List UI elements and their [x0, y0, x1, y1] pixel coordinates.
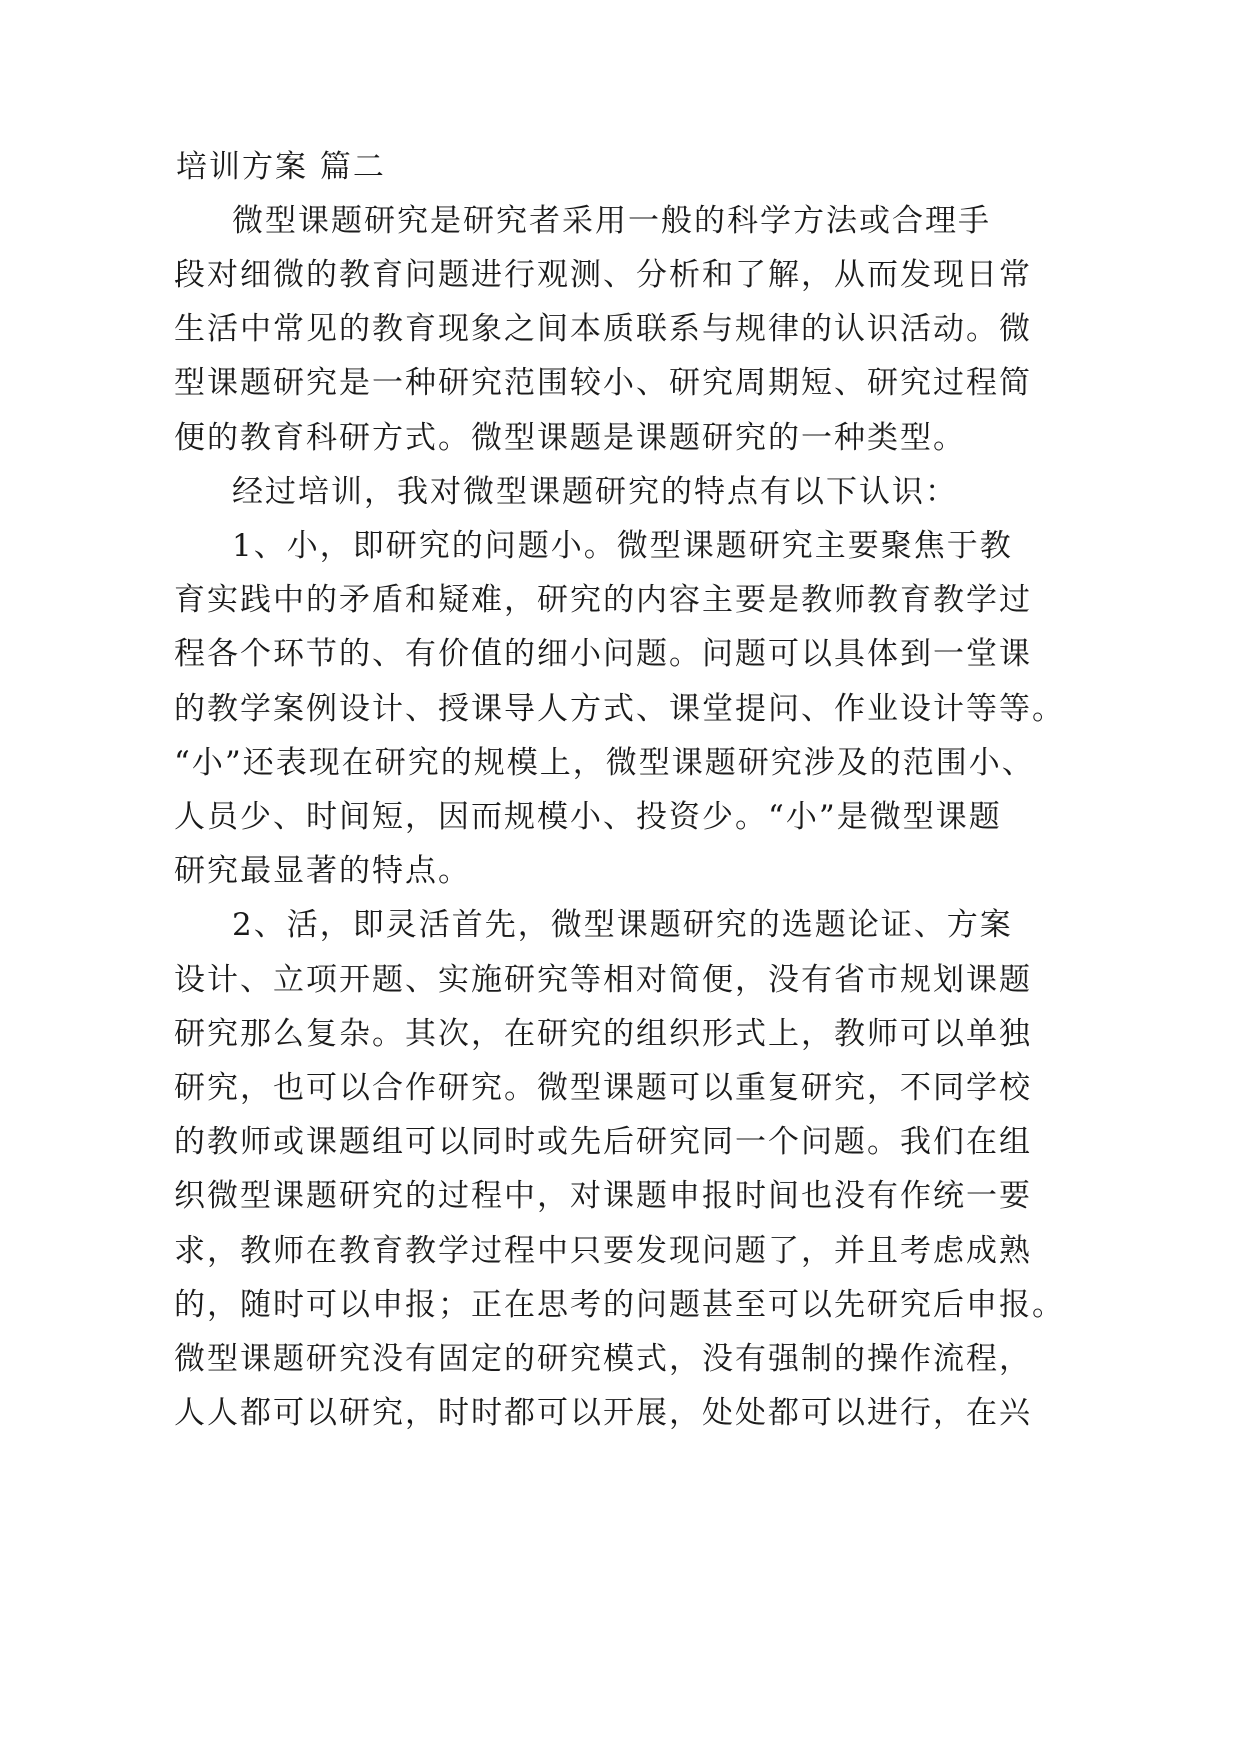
paragraph-line: 1、小，即研究的问题小。微型课题研究主要聚焦于教	[232, 528, 1013, 564]
paragraph-line: 型课题研究是一种研究范围较小、研究周期短、研究过程简	[174, 365, 1032, 401]
paragraph-line: 求，教师在教育教学过程中只要发现问题了，并且考虑成熟	[174, 1233, 1032, 1269]
paragraph-line: 微型课题研究没有固定的研究模式，没有强制的操作流程，	[174, 1341, 1032, 1377]
paragraph-line: 研究最显著的特点。	[174, 853, 471, 889]
paragraph-line: 人人都可以研究，时时都可以开展，处处都可以进行，在兴	[174, 1395, 1032, 1431]
paragraph-line: 设计、立项开题、实施研究等相对简便，没有省市规划课题	[174, 962, 1032, 998]
paragraph-line: 育实践中的矛盾和疑难，研究的内容主要是教师教育教学过	[174, 582, 1032, 618]
paragraph-line: 织微型课题研究的过程中，对课题申报时间也没有作统一要	[174, 1178, 1032, 1214]
paragraph-line: 人员少、时间短，因而规模小、投资少。“小”是微型课题	[174, 799, 1002, 835]
paragraph-line: 的教师或课题组可以同时或先后研究同一个问题。我们在组	[174, 1124, 1032, 1160]
paragraph-line: 的，随时可以申报；正在思考的问题甚至可以先研究后申报。	[174, 1287, 1065, 1323]
paragraph-line: 研究那么复杂。其次，在研究的组织形式上，教师可以单独	[174, 1016, 1032, 1052]
paragraph-line: “小”还表现在研究的规模上，微型课题研究涉及的范围小、	[174, 745, 1035, 781]
paragraph-line: 2、活，即灵活首先，微型课题研究的选题论证、方案	[232, 907, 1013, 943]
paragraph-line: 的教学案例设计、授课导人方式、课堂提问、作业设计等等。	[174, 691, 1065, 727]
paragraph-line: 微型课题研究是研究者采用一般的科学方法或合理手	[232, 203, 991, 239]
document-heading: 培训方案 篇二	[176, 149, 386, 185]
paragraph-line: 经过培训，我对微型课题研究的特点有以下认识：	[232, 474, 958, 510]
paragraph-line: 程各个环节的、有价值的细小问题。问题可以具体到一堂课	[174, 636, 1032, 672]
paragraph-line: 便的教育科研方式。微型课题是课题研究的一种类型。	[174, 420, 966, 456]
paragraph-line: 段对细微的教育问题进行观测、分析和了解，从而发现日常	[174, 257, 1032, 293]
paragraph-line: 研究，也可以合作研究。微型课题可以重复研究，不同学校	[174, 1070, 1032, 1106]
paragraph-line: 生活中常见的教育现象之间本质联系与规律的认识活动。微	[174, 311, 1032, 347]
